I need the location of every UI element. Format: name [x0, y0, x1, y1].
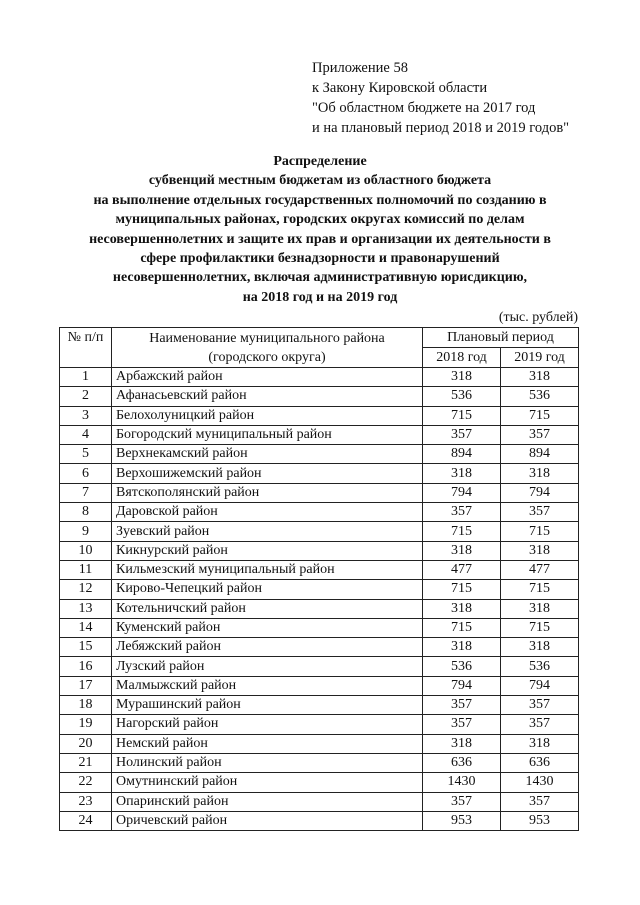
title-line: сфере профилактики безнадзорности и правонарушений: [140, 251, 500, 267]
row-value-2018: 536: [423, 387, 501, 406]
row-value-2018: 318: [423, 541, 501, 560]
title-line: субвенций местным бюджетам из областного бюджета: [148, 173, 492, 189]
row-district-name: Зуевский район: [112, 522, 423, 541]
row-value-2019: 357: [501, 696, 579, 715]
row-value-2018: 794: [423, 676, 501, 695]
table-row: [60, 368, 579, 387]
row-district-name: Белохолуницкий район: [112, 406, 423, 425]
row-number: 1: [60, 368, 112, 387]
row-value-2018: 477: [423, 560, 501, 579]
row-number: 15: [60, 638, 112, 657]
row-number: 3: [60, 406, 112, 425]
row-value-2019: 715: [501, 406, 579, 425]
annex-line: к Закону Кировской области: [312, 80, 488, 96]
row-number: 24: [60, 811, 112, 830]
row-district-name: Оричевский район: [112, 811, 423, 830]
annex-line: и на плановый период 2018 и 2019 годов": [312, 120, 570, 136]
subsidy-table: [59, 327, 579, 831]
row-district-name: Нагорский район: [112, 715, 423, 734]
table-row: [60, 503, 579, 522]
title-line: муниципальных районах, городских округах комиссий по делам: [115, 212, 525, 228]
table-row: [60, 464, 579, 483]
table-row: [60, 753, 579, 772]
row-value-2019: 715: [501, 522, 579, 541]
row-value-2019: 636: [501, 753, 579, 772]
table-row: [60, 541, 579, 560]
row-district-name: Котельничский район: [112, 599, 423, 618]
title-line: несовершеннолетних и защите их прав и организации их деятельности в: [89, 231, 551, 247]
table-row: [60, 638, 579, 657]
annex-line: Приложение 58: [312, 60, 408, 76]
row-district-name: Богородский муниципальный район: [112, 425, 423, 444]
row-number: 9: [60, 522, 112, 541]
annex-line: "Об областном бюджете на 2017 год: [312, 100, 536, 116]
table-row: [60, 734, 579, 753]
row-district-name: Омутнинский район: [112, 773, 423, 792]
table-row: [60, 773, 579, 792]
row-value-2018: 715: [423, 580, 501, 599]
row-value-2018: 953: [423, 811, 501, 830]
row-value-2019: 794: [501, 676, 579, 695]
row-district-name: Малмыжский район: [112, 676, 423, 695]
row-district-name: Кильмезский муниципальный район: [112, 560, 423, 579]
row-district-name: Опаринский район: [112, 792, 423, 811]
row-value-2018: 1430: [423, 773, 501, 792]
header-name-line2: (городского округа): [208, 349, 326, 365]
row-value-2019: 318: [501, 638, 579, 657]
header-2019: 2019 год: [501, 348, 579, 368]
table-row: [60, 522, 579, 541]
row-value-2019: 318: [501, 368, 579, 387]
table-row: [60, 580, 579, 599]
row-district-name: Нолинский район: [112, 753, 423, 772]
header-period: Плановый период: [423, 328, 579, 348]
row-district-name: Лебяжский район: [112, 638, 423, 657]
table-row: [60, 425, 579, 444]
row-number: 14: [60, 618, 112, 637]
row-number: 10: [60, 541, 112, 560]
table-row: [60, 657, 579, 676]
row-value-2018: 318: [423, 734, 501, 753]
row-number: 19: [60, 715, 112, 734]
row-district-name: Кирово-Чепецкий район: [112, 580, 423, 599]
row-value-2019: 318: [501, 734, 579, 753]
row-value-2019: 953: [501, 811, 579, 830]
unit-label: (тыс. рублей): [498, 310, 578, 325]
header-2018: 2018 год: [423, 348, 501, 368]
annex-header: [312, 58, 569, 138]
row-number: 4: [60, 425, 112, 444]
row-value-2018: 357: [423, 503, 501, 522]
row-number: 18: [60, 696, 112, 715]
row-district-name: Вятскополянский район: [112, 483, 423, 502]
row-number: 21: [60, 753, 112, 772]
row-number: 6: [60, 464, 112, 483]
row-value-2018: 357: [423, 792, 501, 811]
table-row: [60, 618, 579, 637]
row-value-2018: 715: [423, 522, 501, 541]
row-value-2019: 536: [501, 657, 579, 676]
row-value-2019: 318: [501, 599, 579, 618]
row-value-2019: 357: [501, 425, 579, 444]
document-title: [40, 152, 600, 307]
row-value-2019: 715: [501, 618, 579, 637]
row-district-name: Немский район: [112, 734, 423, 753]
row-value-2019: 357: [501, 503, 579, 522]
row-value-2019: 536: [501, 387, 579, 406]
row-value-2019: 318: [501, 464, 579, 483]
row-value-2018: 894: [423, 445, 501, 464]
row-district-name: Афанасьевский район: [112, 387, 423, 406]
row-value-2018: 318: [423, 638, 501, 657]
row-value-2018: 318: [423, 464, 501, 483]
row-number: 13: [60, 599, 112, 618]
row-value-2018: 318: [423, 368, 501, 387]
row-district-name: Мурашинский район: [112, 696, 423, 715]
title-line: Распределение: [273, 154, 367, 169]
row-value-2018: 715: [423, 406, 501, 425]
row-number: 12: [60, 580, 112, 599]
title-line: на 2018 год и на 2019 год: [242, 289, 398, 305]
title-line: несовершеннолетних, включая административную юрисдикцию,: [112, 270, 528, 286]
row-number: 11: [60, 560, 112, 579]
title-line: на выполнение отдельных государственных полномочий по созданию в: [93, 192, 547, 208]
row-number: 16: [60, 657, 112, 676]
table-row: [60, 792, 579, 811]
row-value-2019: 715: [501, 580, 579, 599]
row-district-name: Кикнурский район: [112, 541, 423, 560]
row-district-name: Арбажский район: [112, 368, 423, 387]
table-row: [60, 445, 579, 464]
row-value-2018: 357: [423, 696, 501, 715]
row-value-2019: 477: [501, 560, 579, 579]
row-value-2018: 357: [423, 425, 501, 444]
header-name-line1: Наименование муниципального района: [149, 330, 385, 346]
row-value-2019: 1430: [501, 773, 579, 792]
row-number: 7: [60, 483, 112, 502]
row-number: 8: [60, 503, 112, 522]
row-value-2018: 318: [423, 599, 501, 618]
table-row: [60, 560, 579, 579]
row-number: 22: [60, 773, 112, 792]
row-number: 20: [60, 734, 112, 753]
row-value-2019: 357: [501, 792, 579, 811]
table-row: [60, 811, 579, 830]
table-row: [60, 406, 579, 425]
row-number: 17: [60, 676, 112, 695]
row-value-2018: 357: [423, 715, 501, 734]
row-value-2019: 894: [501, 445, 579, 464]
row-district-name: Лузский район: [112, 657, 423, 676]
header-name: [112, 328, 423, 368]
table-row: [60, 599, 579, 618]
table-row: [60, 387, 579, 406]
table-row: [60, 715, 579, 734]
table-row: [60, 483, 579, 502]
row-number: 5: [60, 445, 112, 464]
row-number: 23: [60, 792, 112, 811]
row-district-name: Верхнекамский район: [112, 445, 423, 464]
row-district-name: Куменский район: [112, 618, 423, 637]
row-value-2019: 318: [501, 541, 579, 560]
row-district-name: Даровской район: [112, 503, 423, 522]
row-value-2018: 794: [423, 483, 501, 502]
row-value-2019: 357: [501, 715, 579, 734]
header-num: № п/п: [60, 328, 112, 368]
row-value-2019: 794: [501, 483, 579, 502]
row-value-2018: 536: [423, 657, 501, 676]
row-value-2018: 636: [423, 753, 501, 772]
table-row: [60, 676, 579, 695]
table-row: [60, 696, 579, 715]
row-number: 2: [60, 387, 112, 406]
row-district-name: Верхошижемский район: [112, 464, 423, 483]
row-value-2018: 715: [423, 618, 501, 637]
